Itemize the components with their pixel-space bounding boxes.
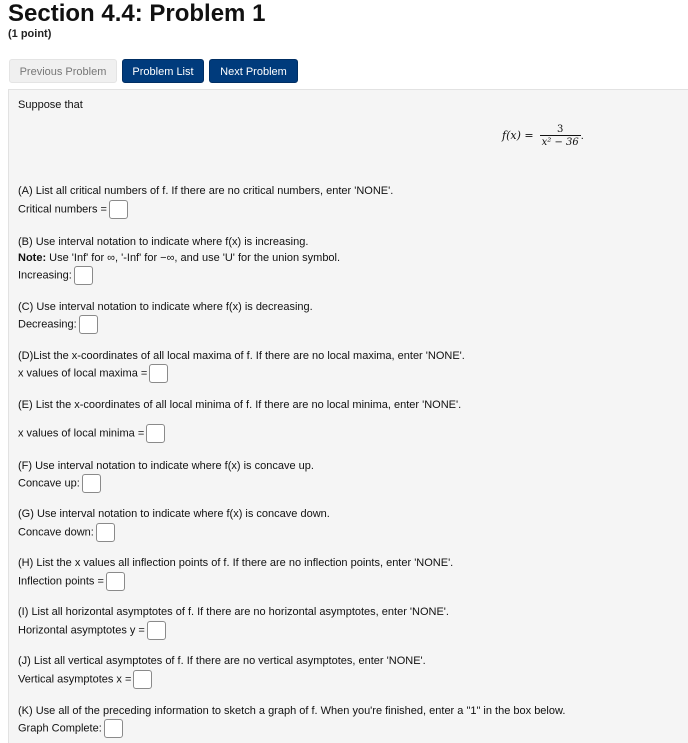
graph-complete-label: Graph Complete: [18, 722, 102, 735]
question-g: (G) Use interval notation to indicate where f(x) is concave down. [18, 508, 330, 520]
inflection-points-label: Inflection points = [18, 575, 104, 588]
formula-period: . [580, 129, 584, 142]
note-b [18, 251, 340, 265]
page-title: Section 4.4: Problem 1 [8, 0, 266, 27]
note-text: Use 'Inf' for ∞, '-Inf' for −∞, and use 'U' for the union symbol. [49, 252, 341, 264]
concave-down-input[interactable] [96, 523, 115, 542]
answer-row-c [18, 315, 98, 334]
question-c: (C) Use interval notation to indicate where f(x) is decreasing. [18, 301, 313, 313]
local-maxima-input[interactable] [149, 364, 168, 383]
problem-list-button[interactable]: Problem List [122, 59, 204, 83]
question-h: (H) List the x values all inflection points of f. If there are no inflection points, enter 'NONE'. [18, 557, 454, 569]
intro-text: Suppose that [18, 99, 83, 111]
graph-complete-input[interactable] [104, 719, 123, 738]
vertical-asymptotes-input[interactable] [133, 670, 152, 689]
formula-denominator: x² − 36 [541, 137, 579, 148]
function-formula [502, 124, 584, 148]
answer-row-h [18, 572, 125, 591]
answer-row-j [18, 670, 152, 689]
note-label: Note: [18, 252, 47, 264]
answer-row-e [18, 424, 165, 443]
question-a: (A) List all critical numbers of f. If there are no critical numbers, enter 'NONE'. [18, 185, 394, 197]
points-label: (1 point) [8, 28, 52, 40]
question-j: (J) List all vertical asymptotes of f. If there are no vertical asymptotes, enter 'NONE'. [18, 655, 426, 667]
concave-down-label: Concave down: [18, 526, 94, 539]
answer-row-b [18, 266, 93, 285]
critical-numbers-input[interactable] [109, 200, 128, 219]
decreasing-label: Decreasing: [18, 318, 77, 331]
increasing-input[interactable] [74, 266, 93, 285]
horizontal-asymptotes-label: Horizontal asymptotes y = [18, 624, 145, 637]
decreasing-input[interactable] [79, 315, 98, 334]
next-problem-button[interactable]: Next Problem [209, 59, 298, 83]
local-minima-input[interactable] [146, 424, 165, 443]
horizontal-asymptotes-input[interactable] [147, 621, 166, 640]
formula-numerator: 3 [557, 124, 564, 135]
critical-numbers-label: Critical numbers = [18, 203, 107, 216]
question-i: (I) List all horizontal asymptotes of f. If there are no horizontal asymptotes, enter 'NONE'. [18, 606, 449, 618]
concave-up-label: Concave up: [18, 477, 80, 490]
question-e: (E) List the x-coordinates of all local minima of f. If there are no local minima, enter 'NONE'. [18, 399, 462, 411]
question-f: (F) Use interval notation to indicate where f(x) is concave up. [18, 460, 314, 472]
question-d: (D)List the x-coordinates of all local maxima of f. If there are no local maxima, enter 'NONE'. [18, 350, 465, 362]
question-b: (B) Use interval notation to indicate where f(x) is increasing. [18, 236, 309, 248]
previous-problem-button[interactable]: Previous Problem [9, 59, 117, 83]
formula-lhs: f(x) = [502, 128, 534, 142]
answer-row-g [18, 523, 115, 542]
answer-row-d [18, 364, 168, 383]
local-maxima-label: x values of local maxima = [18, 367, 148, 380]
concave-up-input[interactable] [82, 474, 101, 493]
answer-row-f [18, 474, 101, 493]
formula-fraction [540, 124, 581, 148]
answer-row-a [18, 200, 128, 219]
vertical-asymptotes-label: Vertical asymptotes x = [18, 673, 132, 686]
answer-row-k [18, 719, 123, 738]
local-minima-label: x values of local minima = [18, 427, 145, 440]
inflection-points-input[interactable] [106, 572, 125, 591]
increasing-label: Increasing: [18, 269, 72, 282]
question-k: (K) Use all of the preceding information to sketch a graph of f. When you're finished, enter a "1" in the box below. [18, 705, 566, 717]
answer-row-i [18, 621, 166, 640]
